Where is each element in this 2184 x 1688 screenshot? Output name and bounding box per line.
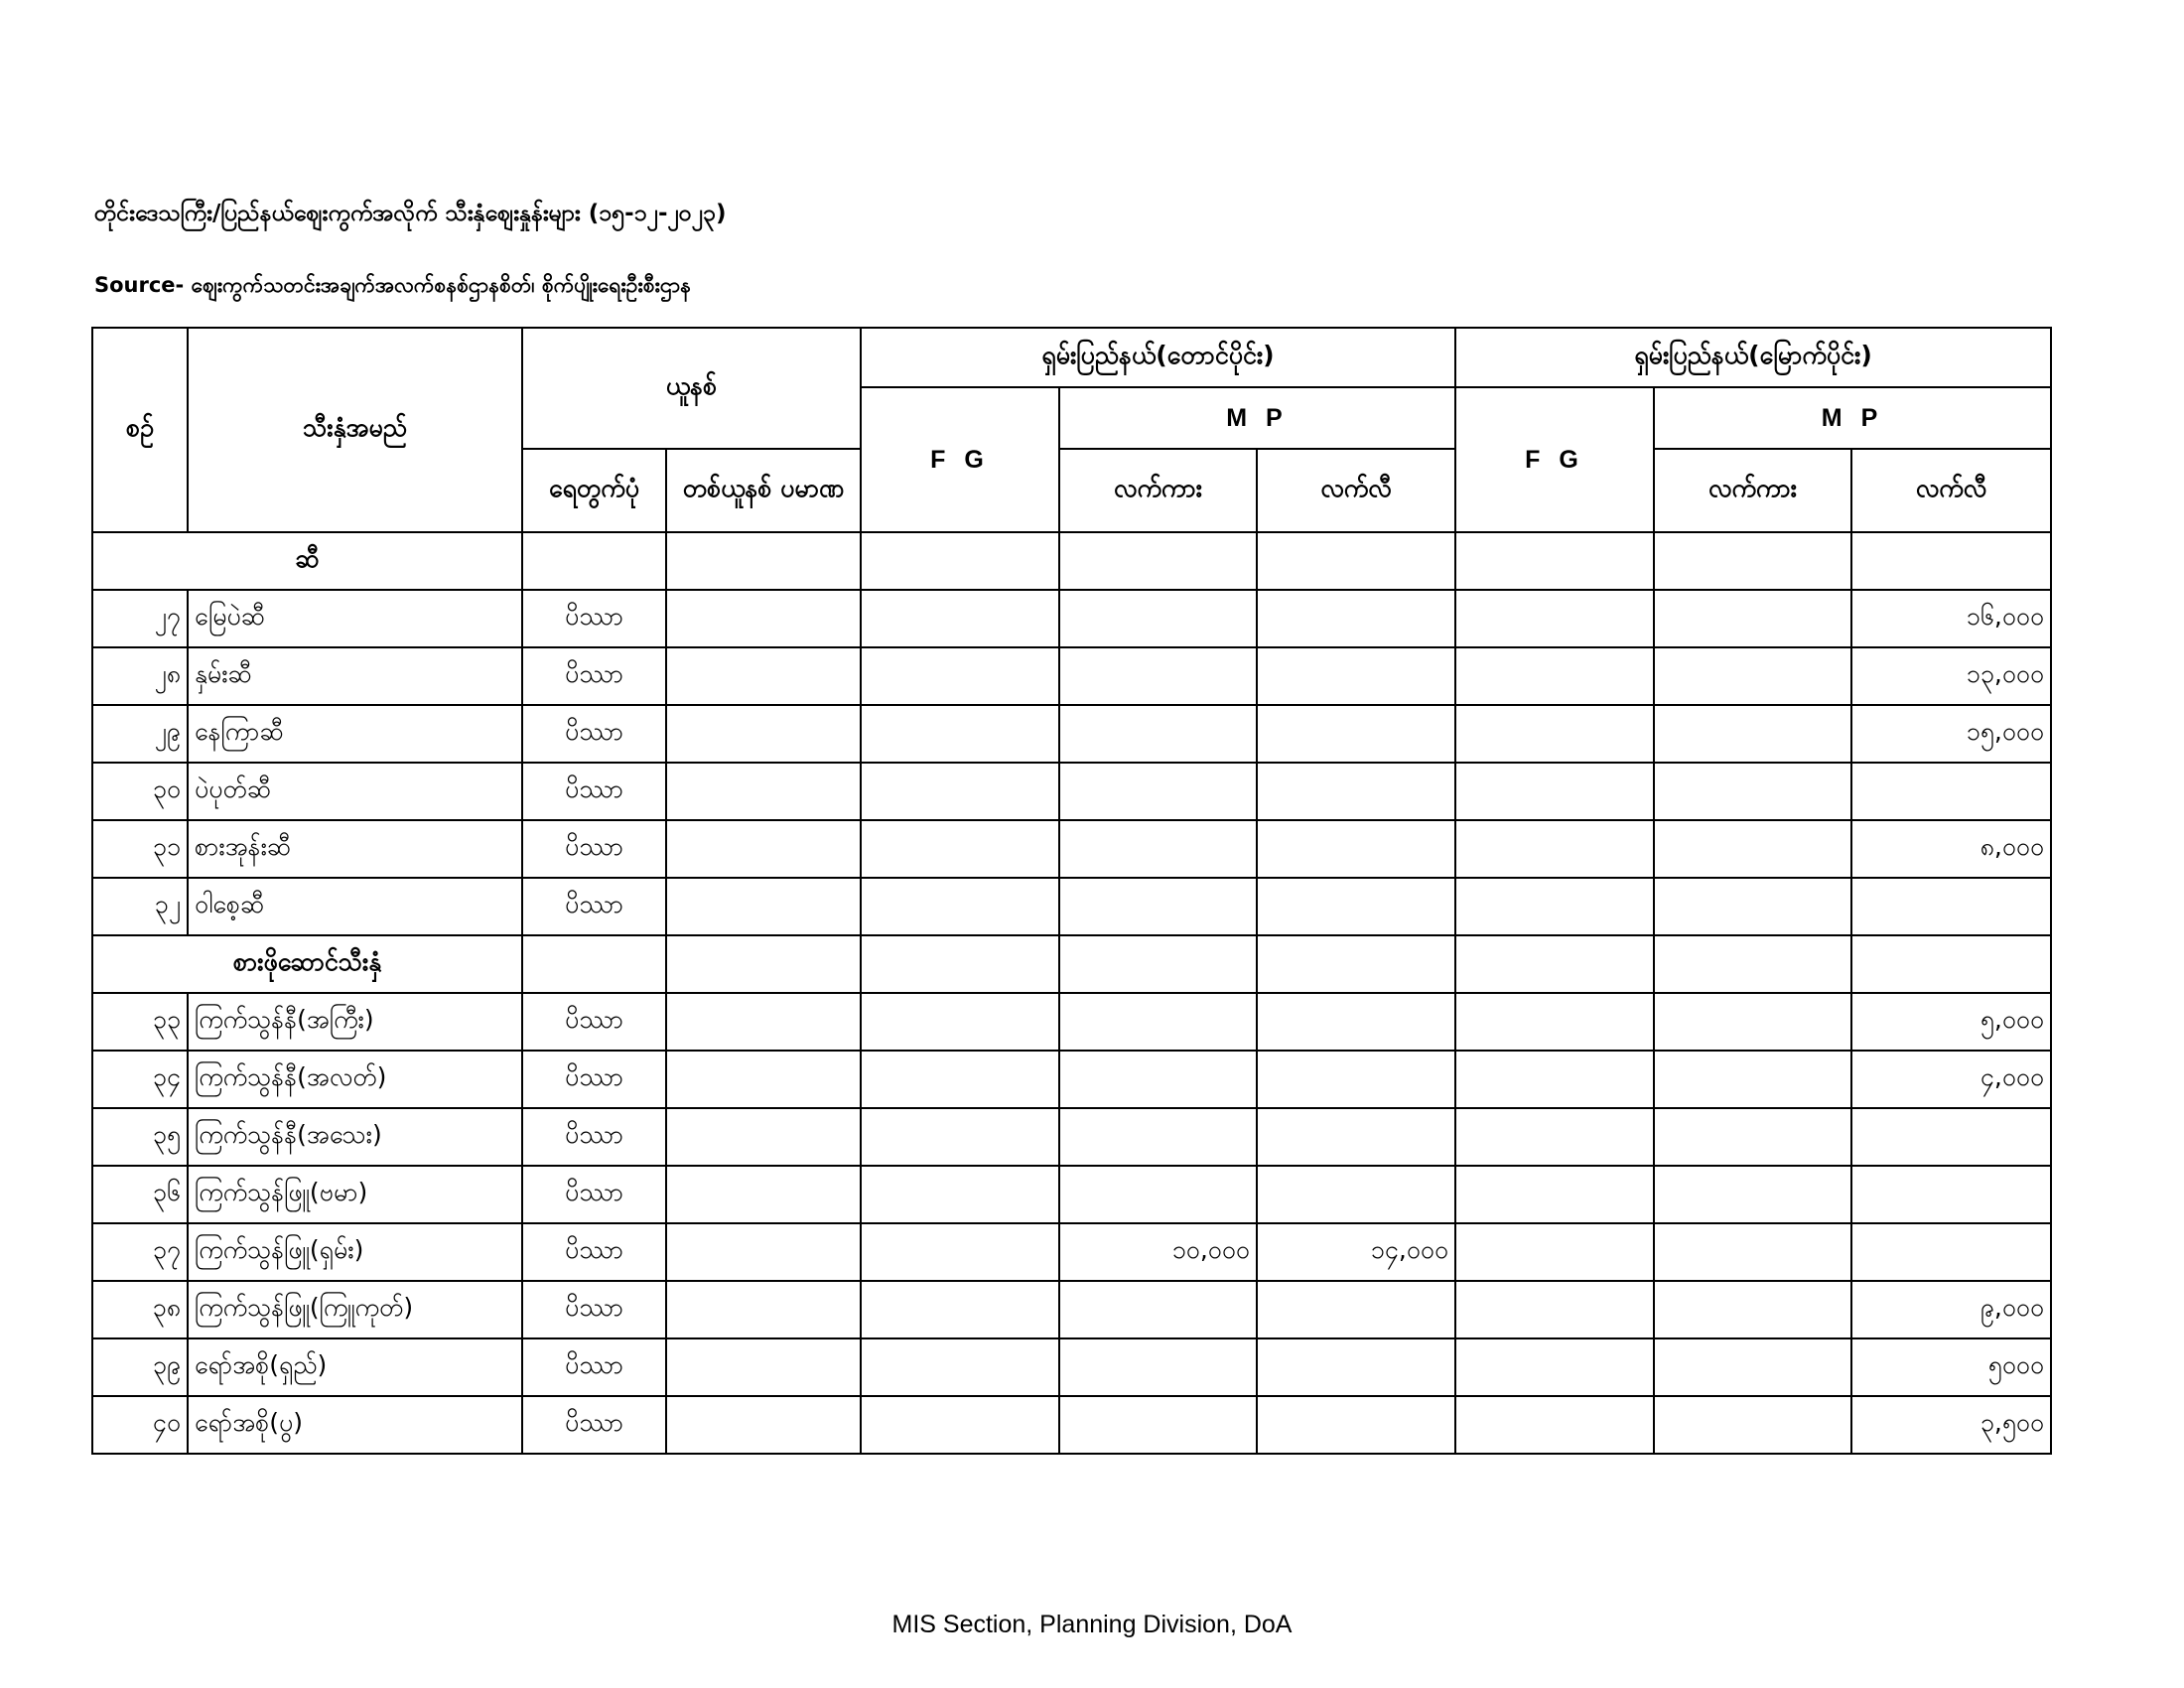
unit-measure: ပိဿာ xyxy=(522,1281,666,1338)
south-wholesale: ၁၀,၀၀၀ xyxy=(1059,1223,1257,1281)
north-wholesale xyxy=(1654,1396,1851,1454)
north-retail: ၁၅,၀၀၀ xyxy=(1851,705,2051,763)
south-fg xyxy=(861,647,1059,705)
south-wholesale xyxy=(1059,993,1257,1051)
north-wholesale xyxy=(1654,1223,1851,1281)
south-retail xyxy=(1257,1108,1455,1166)
empty-cell xyxy=(1654,532,1851,590)
north-wholesale xyxy=(1654,647,1851,705)
crop-name: နှမ်းဆီ xyxy=(188,647,522,705)
unit-measure: ပိဿာ xyxy=(522,705,666,763)
north-wholesale xyxy=(1654,1338,1851,1396)
header-mp-south: M P xyxy=(1059,387,1455,449)
north-fg xyxy=(1455,1223,1654,1281)
south-retail xyxy=(1257,1338,1455,1396)
south-retail xyxy=(1257,590,1455,647)
north-retail: ၉,၀၀၀ xyxy=(1851,1281,2051,1338)
south-fg xyxy=(861,1338,1059,1396)
unit-quantity xyxy=(666,1051,861,1108)
empty-cell xyxy=(1455,532,1654,590)
row-number: ၃၆ xyxy=(92,1166,188,1223)
empty-cell xyxy=(1455,935,1654,993)
empty-cell xyxy=(1851,532,2051,590)
table-row xyxy=(92,590,2051,647)
section-row xyxy=(92,935,2051,993)
header-region-north-shan: ရှမ်းပြည်နယ်(မြောက်ပိုင်း) xyxy=(1455,328,2051,387)
crop-name: ကြက်သွန်နီ(အကြီး) xyxy=(188,993,522,1051)
south-fg xyxy=(861,1166,1059,1223)
empty-cell xyxy=(522,935,666,993)
section-label: ဆီ xyxy=(92,532,522,590)
north-retail: ၁၆,၀၀၀ xyxy=(1851,590,2051,647)
north-retail: ၅၀၀၀ xyxy=(1851,1338,2051,1396)
unit-quantity xyxy=(666,647,861,705)
south-wholesale xyxy=(1059,1166,1257,1223)
table-row xyxy=(92,1396,2051,1454)
unit-measure: ပိဿာ xyxy=(522,763,666,820)
header-unit-quantity: တစ်ယူနစ် ပမာဏ xyxy=(666,449,861,532)
unit-measure: ပိဿာ xyxy=(522,1166,666,1223)
table-row xyxy=(92,647,2051,705)
row-number: ၃၇ xyxy=(92,1223,188,1281)
north-fg xyxy=(1455,590,1654,647)
row-number: ၃၅ xyxy=(92,1108,188,1166)
south-wholesale xyxy=(1059,878,1257,935)
unit-quantity xyxy=(666,1108,861,1166)
north-retail xyxy=(1851,1108,2051,1166)
north-retail xyxy=(1851,763,2051,820)
north-retail xyxy=(1851,878,2051,935)
unit-measure: ပိဿာ xyxy=(522,590,666,647)
north-fg xyxy=(1455,763,1654,820)
south-fg xyxy=(861,1281,1059,1338)
header-fg-south: F G xyxy=(861,387,1059,532)
empty-cell xyxy=(666,532,861,590)
south-retail xyxy=(1257,993,1455,1051)
table-row xyxy=(92,1108,2051,1166)
south-fg xyxy=(861,1051,1059,1108)
south-retail xyxy=(1257,1281,1455,1338)
north-retail xyxy=(1851,1166,2051,1223)
row-number: ၃၄ xyxy=(92,1051,188,1108)
header-unit-measure: ရေတွက်ပုံ xyxy=(522,449,666,532)
north-fg xyxy=(1455,1166,1654,1223)
unit-measure: ပိဿာ xyxy=(522,878,666,935)
north-wholesale xyxy=(1654,878,1851,935)
header-retail-north: လက်လီ xyxy=(1851,449,2051,532)
north-retail: ၅,၀၀၀ xyxy=(1851,993,2051,1051)
unit-quantity xyxy=(666,590,861,647)
south-retail xyxy=(1257,1166,1455,1223)
row-number: ၂၈ xyxy=(92,647,188,705)
row-number: ၃၃ xyxy=(92,993,188,1051)
table-row xyxy=(92,1166,2051,1223)
unit-quantity xyxy=(666,878,861,935)
header-no: စဉ် xyxy=(92,328,188,532)
unit-measure: ပိဿာ xyxy=(522,647,666,705)
south-fg xyxy=(861,1108,1059,1166)
page-title: တိုင်းဒေသကြီး/ပြည်နယ်ဈေးကွက်အလိုက် သီးနှံဈေးနှုန်းများ (၁၅-၁၂-၂၀၂၃) xyxy=(94,201,727,226)
empty-cell xyxy=(522,532,666,590)
row-number: ၂၉ xyxy=(92,705,188,763)
table-row xyxy=(92,1281,2051,1338)
south-wholesale xyxy=(1059,1281,1257,1338)
unit-quantity xyxy=(666,1166,861,1223)
price-table xyxy=(91,327,2052,1455)
header-mp-north: M P xyxy=(1654,387,2051,449)
header-unit: ယူနစ် xyxy=(522,328,861,449)
unit-quantity xyxy=(666,1281,861,1338)
unit-quantity xyxy=(666,1223,861,1281)
table-row xyxy=(92,705,2051,763)
crop-name: ကြက်သွန်ဖြူ(ဗမာ) xyxy=(188,1166,522,1223)
north-retail xyxy=(1851,1223,2051,1281)
south-wholesale xyxy=(1059,1338,1257,1396)
table-row xyxy=(92,1223,2051,1281)
unit-measure: ပိဿာ xyxy=(522,1396,666,1454)
empty-cell xyxy=(861,935,1059,993)
crop-name: ရော်အစို(ပွ) xyxy=(188,1396,522,1454)
north-retail: ၄,၀၀၀ xyxy=(1851,1051,2051,1108)
north-retail: ၁၃,၀၀၀ xyxy=(1851,647,2051,705)
unit-quantity xyxy=(666,1338,861,1396)
north-fg xyxy=(1455,1396,1654,1454)
south-retail xyxy=(1257,820,1455,878)
crop-name: မြေပဲဆီ xyxy=(188,590,522,647)
south-retail xyxy=(1257,763,1455,820)
crop-name: ကြက်သွန်ဖြူ(ကြူကုတ်) xyxy=(188,1281,522,1338)
table-row xyxy=(92,1338,2051,1396)
table-row xyxy=(92,763,2051,820)
south-wholesale xyxy=(1059,590,1257,647)
unit-measure: ပိဿာ xyxy=(522,1108,666,1166)
south-wholesale xyxy=(1059,820,1257,878)
north-fg xyxy=(1455,1281,1654,1338)
empty-cell xyxy=(1257,935,1455,993)
south-fg xyxy=(861,1223,1059,1281)
table-row xyxy=(92,993,2051,1051)
south-wholesale xyxy=(1059,647,1257,705)
crop-name: ကြက်သွန်ဖြူ(ရှမ်း) xyxy=(188,1223,522,1281)
unit-measure: ပိဿာ xyxy=(522,993,666,1051)
header-wholesale-north: လက်ကား xyxy=(1654,449,1851,532)
south-fg xyxy=(861,590,1059,647)
table-row xyxy=(92,1051,2051,1108)
north-wholesale xyxy=(1654,1281,1851,1338)
north-wholesale xyxy=(1654,993,1851,1051)
crop-name: ပဲပုတ်ဆီ xyxy=(188,763,522,820)
crop-name: ကြက်သွန်နီ(အသေး) xyxy=(188,1108,522,1166)
header-wholesale-south: လက်ကား xyxy=(1059,449,1257,532)
south-fg xyxy=(861,763,1059,820)
south-wholesale xyxy=(1059,1051,1257,1108)
row-number: ၃၉ xyxy=(92,1338,188,1396)
empty-cell xyxy=(666,935,861,993)
header-fg-north: F G xyxy=(1455,387,1654,532)
south-fg xyxy=(861,1396,1059,1454)
south-fg xyxy=(861,993,1059,1051)
north-wholesale xyxy=(1654,763,1851,820)
north-wholesale xyxy=(1654,590,1851,647)
north-wholesale xyxy=(1654,1166,1851,1223)
north-fg xyxy=(1455,820,1654,878)
empty-cell xyxy=(1654,935,1851,993)
south-retail xyxy=(1257,1051,1455,1108)
north-fg xyxy=(1455,1051,1654,1108)
crop-name: ကြက်သွန်နီ(အလတ်) xyxy=(188,1051,522,1108)
unit-measure: ပိဿာ xyxy=(522,1223,666,1281)
table-row xyxy=(92,820,2051,878)
south-fg xyxy=(861,878,1059,935)
row-number: ၂၇ xyxy=(92,590,188,647)
north-retail: ၃,၅၀၀ xyxy=(1851,1396,2051,1454)
unit-quantity xyxy=(666,1396,861,1454)
unit-measure: ပိဿာ xyxy=(522,1051,666,1108)
south-wholesale xyxy=(1059,705,1257,763)
south-retail xyxy=(1257,1396,1455,1454)
crop-name: နေကြာဆီ xyxy=(188,705,522,763)
crop-name: ရော်အစို(ရှည်) xyxy=(188,1338,522,1396)
unit-quantity xyxy=(666,820,861,878)
north-fg xyxy=(1455,705,1654,763)
header-crop-name: သီးနှံအမည် xyxy=(188,328,522,532)
unit-measure: ပိဿာ xyxy=(522,1338,666,1396)
row-number: ၃၁ xyxy=(92,820,188,878)
unit-quantity xyxy=(666,705,861,763)
row-number: ၃၈ xyxy=(92,1281,188,1338)
unit-measure: ပိဿာ xyxy=(522,820,666,878)
section-label: စားဖိုဆောင်သီးနှံ xyxy=(92,935,522,993)
north-wholesale xyxy=(1654,1108,1851,1166)
south-retail xyxy=(1257,647,1455,705)
empty-cell xyxy=(1257,532,1455,590)
south-wholesale xyxy=(1059,1396,1257,1454)
south-retail xyxy=(1257,705,1455,763)
south-wholesale xyxy=(1059,1108,1257,1166)
north-fg xyxy=(1455,878,1654,935)
crop-name: ဝါစေ့ဆီ xyxy=(188,878,522,935)
empty-cell xyxy=(1851,935,2051,993)
north-wholesale xyxy=(1654,820,1851,878)
table-row xyxy=(92,878,2051,935)
unit-quantity xyxy=(666,763,861,820)
row-number: ၃၀ xyxy=(92,763,188,820)
crop-name: စားအုန်းဆီ xyxy=(188,820,522,878)
north-fg xyxy=(1455,1338,1654,1396)
north-retail: ၈,၀၀၀ xyxy=(1851,820,2051,878)
empty-cell xyxy=(1059,935,1257,993)
north-wholesale xyxy=(1654,705,1851,763)
north-fg xyxy=(1455,647,1654,705)
header-region-south-shan: ရှမ်းပြည်နယ်(တောင်ပိုင်း) xyxy=(861,328,1455,387)
south-wholesale xyxy=(1059,763,1257,820)
south-fg xyxy=(861,705,1059,763)
empty-cell xyxy=(1059,532,1257,590)
header-retail-south: လက်လီ xyxy=(1257,449,1455,532)
unit-quantity xyxy=(666,993,861,1051)
south-retail: ၁၄,၀၀၀ xyxy=(1257,1223,1455,1281)
source-line: Source- ဈေးကွက်သတင်းအချက်အလက်စနစ်ဌာနစိတ်၊ စိုက်ပျိုးရေးဦးစီးဌာန xyxy=(94,273,692,297)
footer: MIS Section, Planning Division, DoA xyxy=(891,1611,1293,1638)
north-wholesale xyxy=(1654,1051,1851,1108)
section-row xyxy=(92,532,2051,590)
north-fg xyxy=(1455,993,1654,1051)
row-number: ၄၀ xyxy=(92,1396,188,1454)
north-fg xyxy=(1455,1108,1654,1166)
south-fg xyxy=(861,820,1059,878)
row-number: ၃၂ xyxy=(92,878,188,935)
empty-cell xyxy=(861,532,1059,590)
south-retail xyxy=(1257,878,1455,935)
